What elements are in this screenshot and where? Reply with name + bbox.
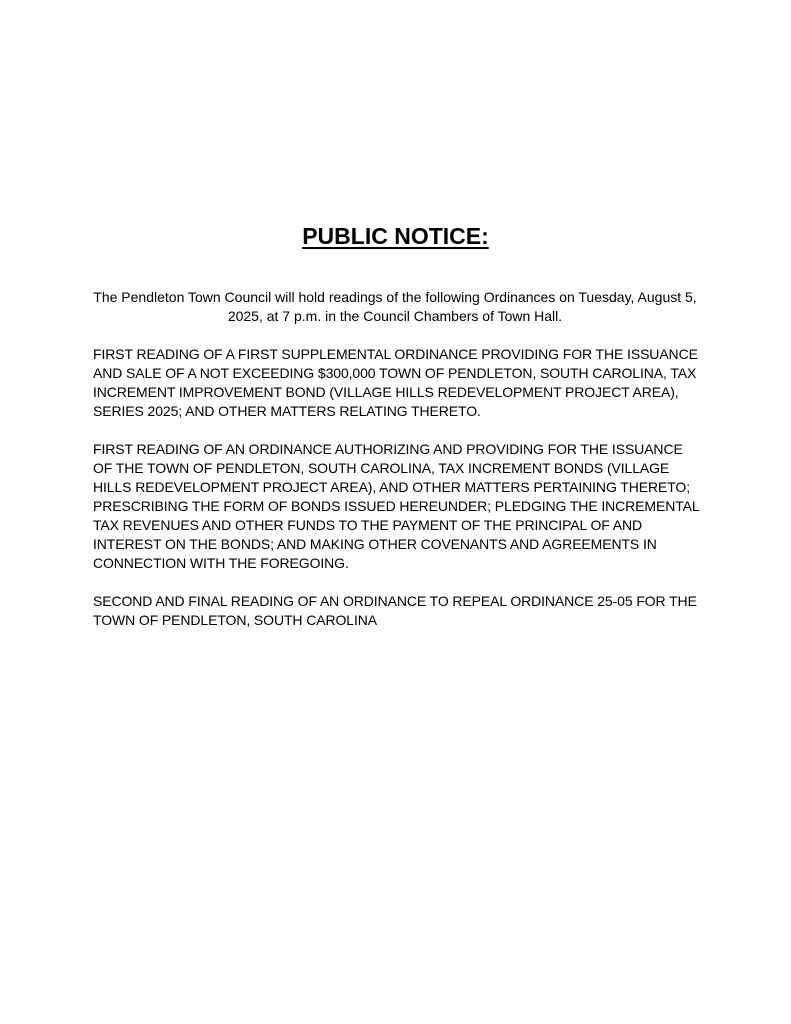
notice-intro: The Pendleton Town Council will hold readings of the following Ordinances on Tuesday, August 5, 2025, at 7 p.m. in the Council Chambers of Town Hall. <box>93 289 697 324</box>
ordinance-paragraph-1: FIRST READING OF A FIRST SUPPLEMENTAL ORDINANCE PROVIDING FOR THE ISSUANCE AND SALE OF A NOT EXCEEDING $300,000 TOWN OF PENDLETON, SOUTH CAROLINA, TAX INCREMENT IMPROVEMENT BOND (VILLAGE HILLS REDEVELOPMENT PROJECT AREA), SERIES 2025; AND OTHER MATTERS RELATING THERETO. <box>93 346 698 419</box>
notice-title-text: PUBLIC NOTICE: <box>302 223 489 249</box>
notice-title <box>0 221 791 251</box>
ordinance-paragraph-3: SECOND AND FINAL READING OF AN ORDINANCE TO REPEAL ORDINANCE 25-05 FOR THE TOWN OF PENDLETON, SOUTH CAROLINA <box>93 593 697 628</box>
ordinance-paragraph-2: FIRST READING OF AN ORDINANCE AUTHORIZING AND PROVIDING FOR THE ISSUANCE OF THE TOWN OF PENDLETON, SOUTH CAROLINA, TAX INCREMENT BONDS (VILLAGE HILLS REDEVELOPMENT PROJECT AREA), AND OTHER MATTERS PERTAINING THERETO; PRESCRIBING THE FORM OF BONDS ISSUED HEREUNDER; PLEDGING THE INCREMENTAL TAX REVENUES AND OTHER FUNDS TO THE PAYMENT OF THE PRINCIPAL OF AND INTEREST ON THE BONDS; AND MAKING OTHER COVENANTS AND AGREEMENTS IN CONNECTION WITH THE FOREGOING. <box>93 441 700 571</box>
